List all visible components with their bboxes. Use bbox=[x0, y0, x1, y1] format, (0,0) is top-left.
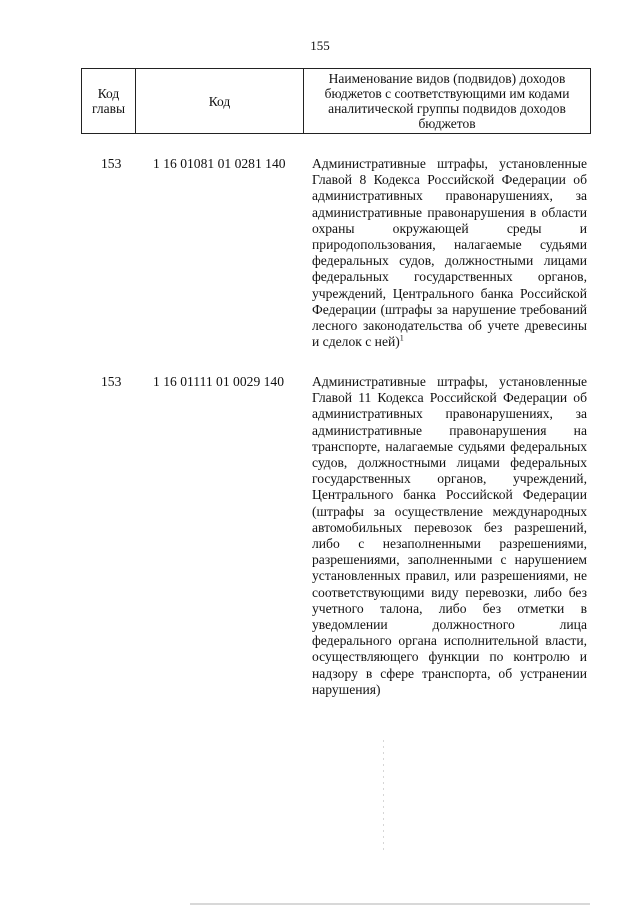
chapter-code-cell: 153 bbox=[101, 156, 122, 171]
header-name: Наименование видов (подвидов) доходов бюджетов с соответствующими им кодами аналитической группы подвидов доходов бюджетов bbox=[304, 69, 591, 134]
description-text: Административные штрафы, установленные Главой 8 Кодекса Российской Федерации об административных правонарушениях, за административные правонарушения в области охраны окружающей среды и природопользования, налагаемые судьями федеральных судов, должностными лицами федеральных государственных органов, учреждений, Центрального банка Российской Федерации (штрафы за нарушение требований лесного законодательства об учете древесины и сделок с ней) bbox=[312, 156, 587, 350]
description-cell bbox=[312, 156, 587, 350]
page-number: 155 bbox=[310, 38, 330, 53]
table-header bbox=[81, 68, 591, 134]
header-code: Код bbox=[136, 69, 304, 134]
description-cell bbox=[312, 374, 587, 698]
code-cell: 1 16 01111 01 0029 140 bbox=[153, 374, 285, 389]
header-chapter-code: Код главы bbox=[82, 69, 136, 134]
scan-artifact bbox=[383, 740, 384, 850]
footnote-mark: 1 bbox=[399, 333, 404, 343]
code-cell: 1 16 01081 01 0281 140 bbox=[153, 156, 286, 171]
chapter-code-cell: 153 bbox=[101, 374, 122, 389]
description-text: Административные штрафы, установленные Главой 11 Кодекса Российской Федерации об административных правонарушениях, за административные правонарушения на транспорте, налагаемые судьями федеральных судов, должностными лицами федеральных государственных органов, учреждений, Центрального банка Российской Федерации (штрафы за осуществление международных автомобильных перевозок без разрешений, либо с незаполненными разрешениями, разрешениями, заполненными с нарушением установленных правил, или разрешениями, не соответствующими виду перевозки, либо без учетного талона, либо без отметки в уведомлении должностного лица федерального органа исполнительной власти, осуществляющего функции по контролю и надзору в сфере транспорта, об устранении нарушения) bbox=[312, 374, 587, 697]
